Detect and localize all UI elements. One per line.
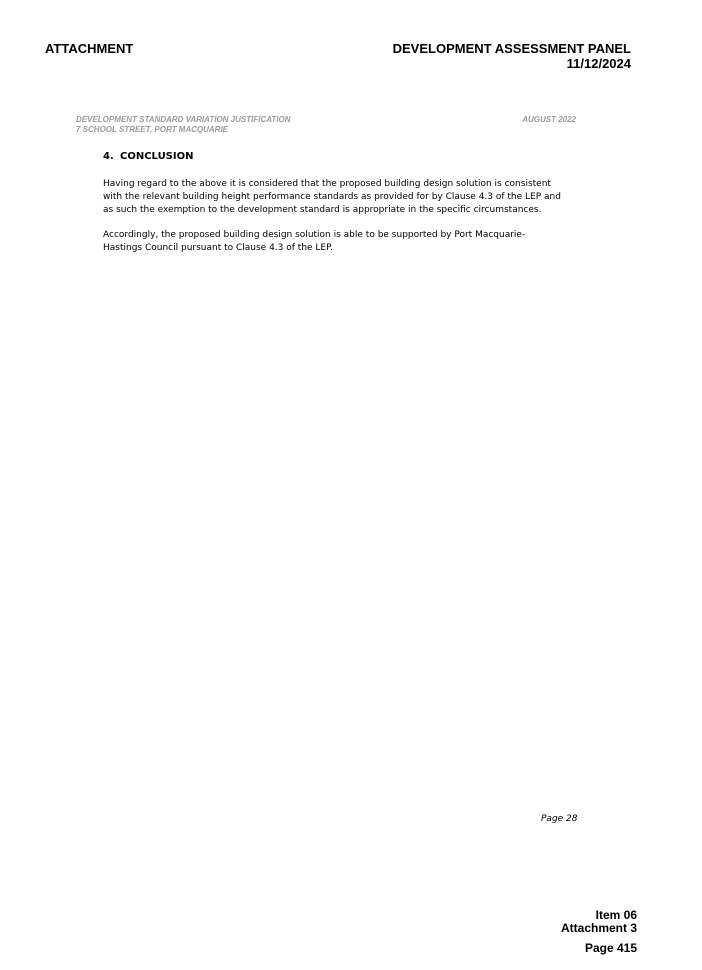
footer-item: Item 06: [595, 908, 637, 922]
panel-date: 11/12/2024: [566, 56, 631, 71]
conclusion-section: [103, 151, 563, 267]
panel-header: [393, 41, 631, 71]
document-subheader: [76, 115, 576, 135]
panel-title: DEVELOPMENT ASSESSMENT PANEL: [392, 41, 631, 56]
section-number: 4.: [103, 151, 114, 162]
section-heading: [103, 151, 563, 162]
footer-block: [561, 909, 637, 955]
section-title: CONCLUSION: [120, 151, 194, 162]
paragraph-1: Having regard to the above it is considered that the proposed building design solution is consistent with the relevant building height performance standards as provided for by Clause 4.3 of the LEP and as such the exemption to the development standard is appropriate in the specific circumstances.: [103, 179, 561, 215]
document-date: AUGUST 2022: [522, 115, 576, 124]
page-number: Page 28: [541, 814, 578, 824]
document-title: DEVELOPMENT STANDARD VARIATION JUSTIFICATION: [76, 115, 291, 124]
document-address: 7 SCHOOL STREET, PORT MACQUARIE: [76, 125, 229, 134]
attachment-label: ATTACHMENT: [45, 41, 134, 56]
paragraph-2: Accordingly, the proposed building design solution is able to be supported by Port Macquarie-Hastings Council pursuant to Clause 4.3 of the LEP.: [103, 230, 526, 253]
footer-page: Page 415: [584, 941, 637, 955]
footer-attachment: Attachment 3: [560, 921, 637, 935]
